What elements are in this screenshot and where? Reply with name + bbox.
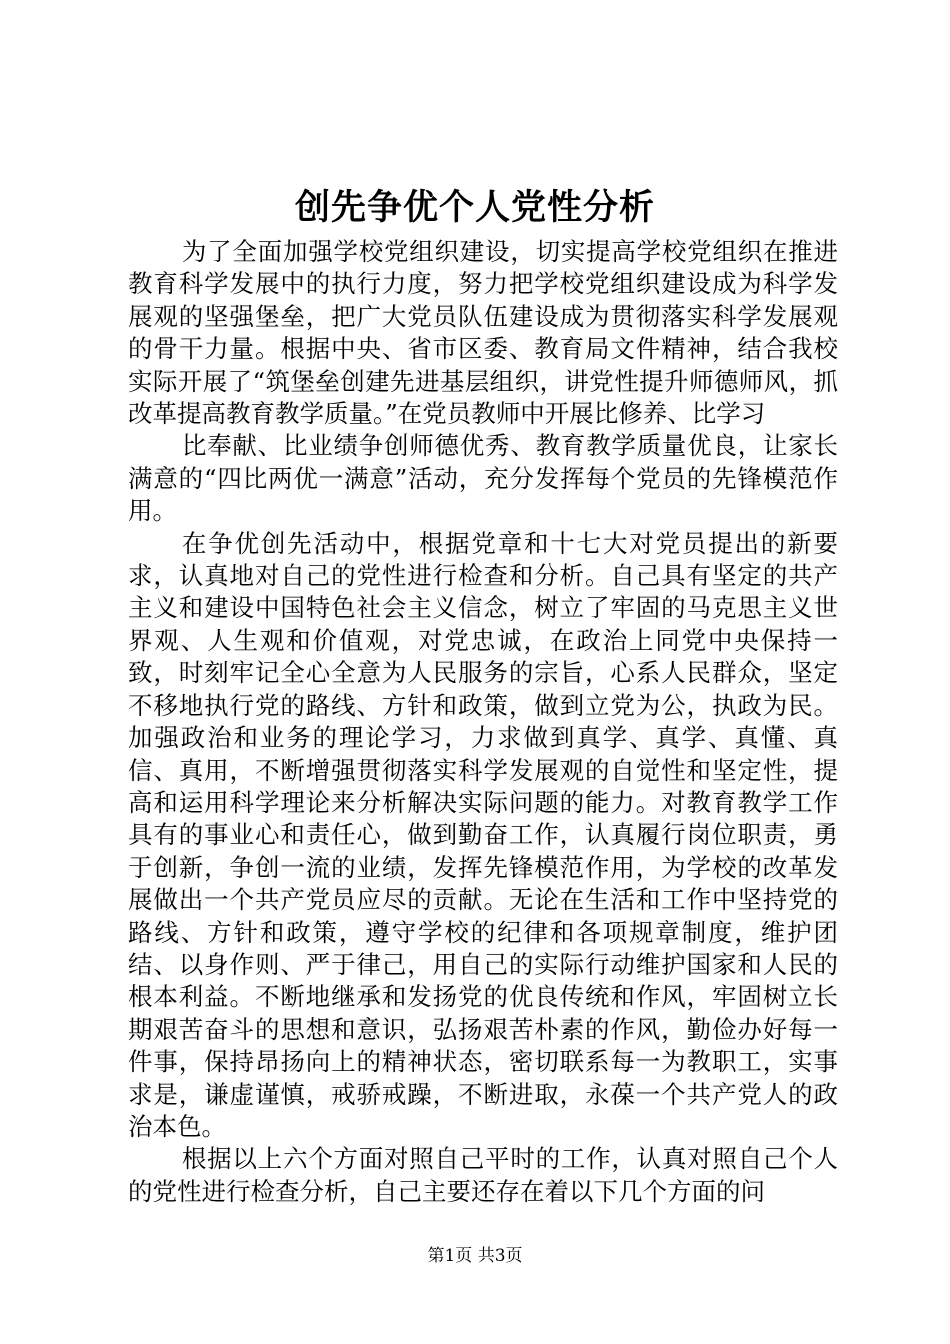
page-title: 创先争优个人党性分析 (294, 187, 655, 228)
paragraph-1: 为了全面加强学校党组织建设，切实提高学校党组织在推进教育科学发展中的执行力度，努力把学校党组织建设成为科学发展观的坚强堡垒，把广大党员队伍建设成为贯彻落实科学发展观的骨干力量。根据中央、省市区委、教育局文件精神，结合我校实际开展了“筑堡垒创建先进基层组织，讲党性提升师德师风，抓改革提高教育教学质量。”在党员教师中开展比修养、比学习 (128, 237, 838, 429)
document-body (128, 236, 838, 1208)
page-number-footer: 第1页 共3页 (427, 1246, 523, 1266)
paragraph-3: 在争优创先活动中，根据党章和十七大对党员提出的新要求，认真地对自己的党性进行检查和分析。自己具有坚定的共产主义和建设中国特色社会主义信念，树立了牢固的马克思主义世界观、人生观和价值观，对党忠诚，在政治上同党中央保持一致，时刻牢记全心全意为人民服务的宗旨，心系人民群众，坚定不移地执行党的路线、方针和政策，做到立党为公，执政为民。加强政治和业务的理论学习，力求做到真学、真学、真懂、真信、真用，不断增强贯彻落实科学发展观的自觉性和坚定性，提高和运用科学理论来分析解决实际问题的能力。对教育教学工作具有的事业心和责任心，做到勤奋工作，认真履行岗位职责，勇于创新，争创一流的业绩，发挥先锋模范作用，为学校的改革发展做出一个共产党员应尽的贡献。无论在生活和工作中坚持党的路线、方针和政策，遵守学校的纪律和各项规章制度，维护团结、以身作则、严于律己，用自己的实际行动维护国家和人民的根本利益。不断地继承和发扬党的优良传统和作风，牢固树立长期艰苦奋斗的思想和意识，弘扬艰苦朴素的作风，勤俭办好每一件事，保持昂扬向上的精神状态，密切联系每一为教职工，实事求是，谦虚谨慎，戒骄戒躁，不断进取，永葆一个共产党人的政治本色。 (128, 528, 838, 1141)
paragraph-2: 比奉献、比业绩争创师德优秀、教育教学质量优良，让家长满意的“四比两优一满意”活动，充分发挥每个党员的先锋模范作用。 (128, 431, 838, 526)
paragraph-4: 根据以上六个方面对照自己平时的工作，认真对照自己个人的党性进行检查分析，自己主要还存在着以下几个方面的问 (128, 1144, 838, 1206)
